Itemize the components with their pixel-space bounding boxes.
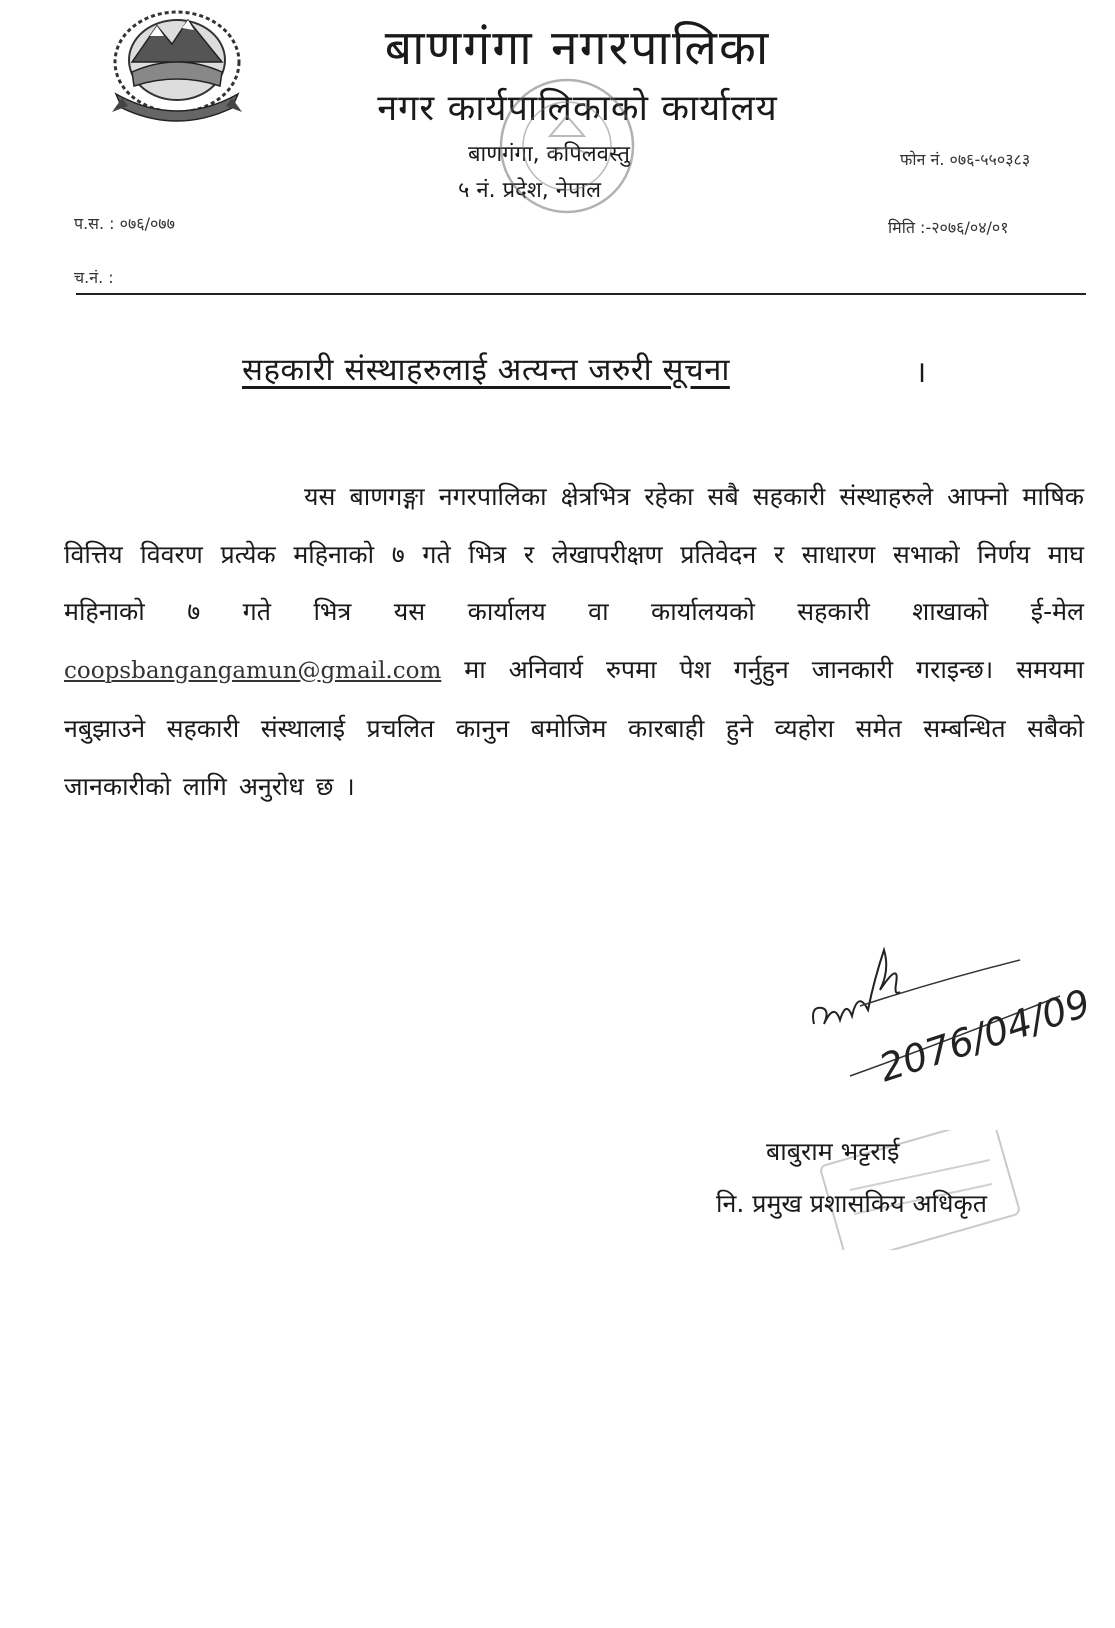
dispatch-number: च.नं. : — [74, 268, 114, 287]
office-stamp-icon — [492, 66, 642, 226]
notice-title: सहकारी संस्थाहरुलाई अत्यन्त जरुरी सूचना — [242, 352, 730, 388]
header-divider — [76, 293, 1086, 295]
signatory-name: बाबुराम भट्टराई — [766, 1137, 900, 1166]
address-line-1: बाणगंगा, कपिलवस्तु — [468, 142, 630, 167]
organization-name: बाणगंगा नगरपालिका — [384, 20, 771, 76]
handwritten-signature-icon — [800, 940, 1100, 1130]
issue-date: मिति :-२०७६/०४/०१ — [888, 218, 1009, 237]
body-text-part-1: यस बाणगङ्गा नगरपालिका क्षेत्रभित्र रहेका सबै सहकारी संस्थाहरुले आफ्नो माषिक वित्तिय विवरण प्रत्येक महिनाको ७ गते भित्र र लेखापरीक्षण प्रतिवेदन र साधारण सभाको निर्णय माघ महिनाको ७ गते भित्र यस कार्यालय वा कार्यालयको सहकारी शाखाको ई-मेल — [64, 482, 1084, 626]
phone-number: फोन नं. ०७६-५५०३८३ — [900, 150, 1031, 169]
reference-number: प.स. : ०७६/०७७ — [74, 214, 175, 233]
office-name: नगर कार्यपालिकाको कार्यालय — [377, 88, 778, 129]
signatory-designation: नि. प्रमुख प्रशासकिय अधिकृत — [716, 1189, 987, 1218]
address-line-2: ५ नं. प्रदेश, नेपाल — [458, 178, 602, 203]
signature-date: 2076/04/09 — [873, 980, 1096, 1091]
title-end-mark: । — [915, 355, 927, 390]
notice-body — [64, 468, 1084, 815]
body-text-part-2: मा अनिवार्य रुपमा पेश गर्नुहुन जानकारी गराइन्छ। समयमा नबुझाउने सहकारी संस्थालाई प्रचलित कानुन बमोजिम कारबाही हुने व्यहोरा समेत सम्बन्धित सबैको जानकारीको लागि अनुरोध छ । — [64, 654, 1084, 801]
email-link[interactable]: coopsbangangamun@gmail.com — [64, 657, 442, 684]
